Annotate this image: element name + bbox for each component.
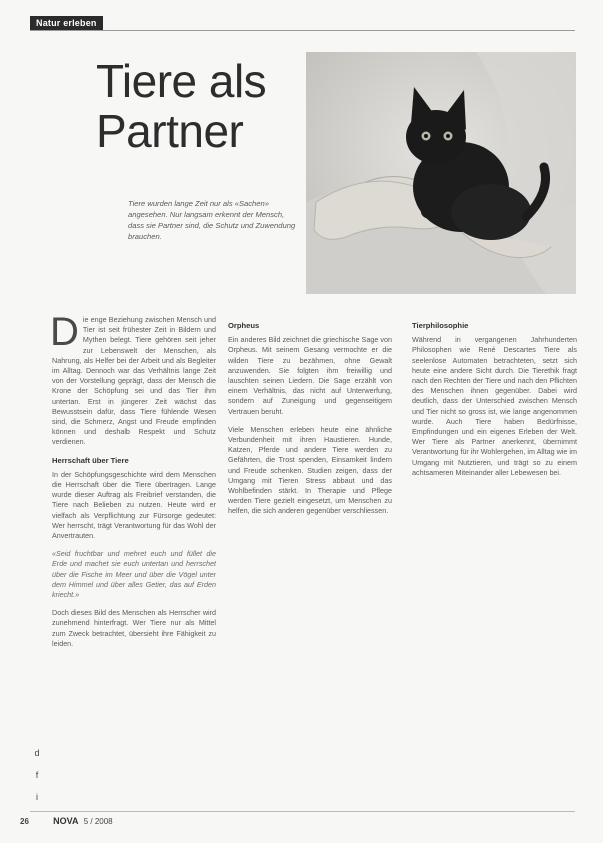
- article-column-1: [50, 310, 216, 657]
- magazine-name: NOVA: [53, 816, 79, 826]
- intro-text: ie enge Beziehung zwischen Mensch und Tier ist seit frühester Zeit in Bildern und Mythen belegt. Tiere gehören seit jeher zur Lebenswelt der Menschen, als Nahrung, als Helfer bei der Arbeit und als Begleiter im Alltag. Dennoch war das Verhältnis lange Zeit von der Vorstellung geprägt, dass der Mensch die Krone der Schöpfung sei und das Tier ihm untertan. Erst in jüngerer Zeit wächst das Bewusstsein dafür, dass Tiere fühlende Wesen sind, die Schmerz, Angst und Freude empfinden können und deshalb Respekt und Schutz verdienen.: [52, 315, 216, 447]
- side-index-letters: [30, 742, 44, 808]
- drop-cap: D: [50, 310, 79, 354]
- side-letter: i: [36, 792, 38, 802]
- top-rule: [30, 30, 575, 31]
- intro-paragraph: [50, 310, 216, 448]
- page-footer: [20, 816, 113, 826]
- page-number: 26: [20, 817, 29, 826]
- paragraph-orpheus-2: Viele Menschen erleben heute eine ähnliche Verbundenheit mit ihren Haustieren. Hunde, Katzen, Pferde und andere Tiere werden zu Gefährten, die Trost spenden, Einsamkeit lindern und Freude schenken. Studien zeigen, dass der Umgang mit Tieren Stress abbaut und das Wohlbefinden stärkt. In Therapie und Pflege werden Tiere gezielt eingesetzt, um Menschen zu helfen, die sich anderen gegenüber verschliessen.: [228, 424, 392, 516]
- side-letter: d: [34, 748, 40, 758]
- side-letter: f: [35, 770, 39, 780]
- heading-herrschaft: Herrschaft über Tiere: [52, 455, 129, 465]
- section-label: Natur erleben: [30, 16, 103, 30]
- bible-quote: «Seid fruchtbar und mehret euch und füllet die Erde und machet sie euch untertan und herrschet über die Fische im Meer und über die Vögel unter dem Himmel und über alles Getier, das auf Erden kriecht.»: [52, 549, 216, 600]
- bottom-rule: [30, 811, 575, 812]
- heading-tierphilosophie: Tierphilosophie: [412, 321, 469, 330]
- paragraph-orpheus: Ein anderes Bild zeichnet die griechische Sage von Orpheus. Mit seinem Gesang vermochte er die wilden Tiere zu bezähmen, ohne Gewalt anzuwenden. Sie folgten ihm freiwillig und lauschten seinen Liedern. Die Sage erzählt von einem Verhältnis, das nicht auf Unterwerfung, sondern auf Zuneigung und gegenseitigem Vertrauen beruht.: [228, 335, 392, 416]
- paragraph-herrschaft-2: Doch dieses Bild des Menschen als Herrscher wird zunehmend hinterfragt. Wer Tiere nur als Mittel zum Zweck betrachtet, übersieht ihre Fähigkeit zu leiden.: [52, 608, 216, 648]
- heading-orpheus: Orpheus: [228, 321, 260, 330]
- photo-caption: Tiere wurden lange Zeit nur als «Sachen» angesehen. Nur langsam erkennt der Mensch, dass sie Partner sind, die Schutz und Zuwendung brauchen.: [128, 199, 296, 241]
- article-column-2: [228, 315, 392, 525]
- paragraph-herrschaft: In der Schöpfungsgeschichte wird dem Menschen die Herrschaft über die Tiere übertragen. Lange wurde dieser Auftrag als Freibrief verstanden, die Tiere nach Belieben zu nutzen. Heute wird er vielfach als Verpflichtung zur Fürsorge gedeutet: Wer herrscht, trägt Verantwortung für das Wohl der Anvertrauten.: [52, 469, 216, 541]
- kitten-photo: [306, 52, 576, 294]
- article-title: Tiere als Partner: [96, 55, 267, 157]
- issue-number: 5 / 2008: [83, 817, 113, 826]
- article-column-3: [412, 315, 577, 486]
- paragraph-tierphilosophie: Während in vergangenen Jahrhunderten Philosophen wie René Descartes Tiere als seelenlose Automaten betrachteten, setzt sich heute eine andere Sicht durch. Die Tierethik fragt nach den Rechten der Tiere und nach den Pflichten des Menschen ihnen gegenüber. Dabei wird deutlich, dass der Unterschied zwischen Mensch und Tier nicht so gross ist, wie lange angenommen wurde. Auch Tiere haben Bedürfnisse, Empfindungen und ein eigenes Erleben der Welt. Wer Tiere als Partner anerkennt, übernimmt Verantwortung für ihr Wohlergehen, im Alltag wie im Umgang mit Nutztieren, und trägt so zu einem achtsameren Miteinander aller Lebewesen bei.: [412, 335, 577, 477]
- kitten-illustration: [306, 52, 576, 294]
